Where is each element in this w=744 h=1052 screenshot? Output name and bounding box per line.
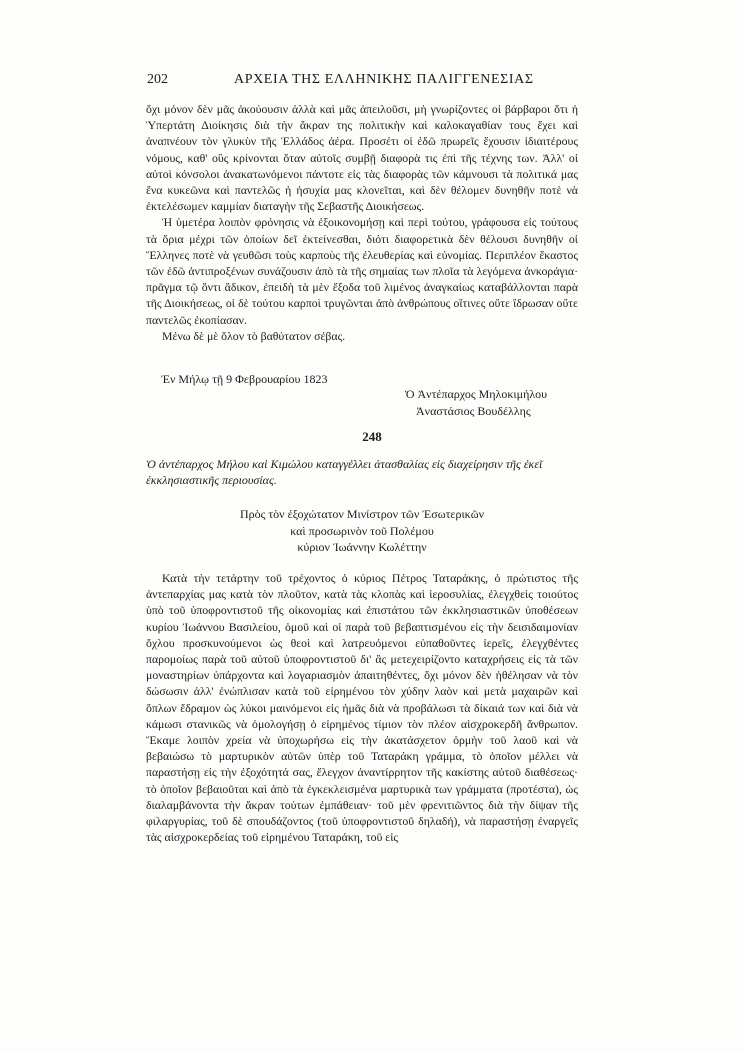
running-title: ΑΡΧΕΙΑ ΤΗΣ ΕΛΛΗΝΙΚΗΣ ΠΑΛΙΓΓΕΝΕΣΙΑΣ xyxy=(234,72,534,87)
addressee-line: Πρὸς τὸν ἐξοχώτατον Μινίστρον τῶν Ἐσωτερικῶν xyxy=(239,507,485,521)
addressee-block xyxy=(146,506,578,556)
letter-247-body xyxy=(146,101,578,344)
paragraph: Ἡ ὑμετέρα λοιπὸν φρόνησις νὰ ἐξοικονομήσῃ καὶ περὶ τούτου, γράφουσα εἰς τούτους τὰ ὅρια μέχρι τῶν ὁποίων δεῖ ἐκτείνεσθαι, διότι διαφορετικὰ δὲν θέλουσι δυνηθῆν οἱ Ἕλληνες ποτὲ νὰ γευθῶσι τοὺς καρποὺς τῆς ἐλευθερίας καὶ εὐνομίας. Περιπλέον ἕκαστος τῶν ἐδῶ ἀντιπροξένων συνάζουσιν ἀπὸ τὰ τῆς σημαίας των πλοῖα τὰ λεγόμενα ἀνκοράγια· πρᾶγμα τῷ ὄντι ἄδικον, ἐπειδὴ τὰ μὲν ἔξοδα τοῦ λιμένος ἀναγκαίως καταβάλλονται παρὰ τῆς Διοικήσεως, οἱ δὲ τούτου καρποὶ τρυγῶνται ἀπὸ ἀνθρώπους οἵτινες οὔτε ἵδρωσαν οὔτε παντελῶς ἐκοπίασαν. xyxy=(146,215,578,327)
place-date: Ἐν Μήλῳ τῇ 9 Φεβρουαρίου 1823 xyxy=(161,372,328,386)
document-summary: Ὁ ἀντέπαρχος Μήλου καὶ Κιμώλου καταγγέλλει ἀτασθαλίας εἰς διαχείρησιν τῆς ἐκεῖ ἐκκλησιαστικῆς περιουσίας. xyxy=(146,457,543,487)
paragraph: Κατὰ τὴν τετάρτην τοῦ τρέχοντος ὁ κύριος Πέτρος Ταταράκης, ὁ πρώτιστος τῆς ἀντεπαρχίας μας κατὰ τὸν πλοῦτον, κατὰ τὰς κλοπὰς καὶ ἱεροσυλίας, ἐλεγχθεὶς τοιούτος ὑπὸ τοῦ ὑποφροντιστοῦ τῆς οἰκονομίας καὶ ἐπιστάτου τῶν ἐκκλησιαστικῶν ὑποθέσεων κυρίου Ἰωάννου Βασιλείου, ὁμοῦ καὶ οἱ παρὰ τοῦ βεβαπτισμένου εἰς τὴν δεισιδαιμονίαν ὄχλου προσκυνούμενοι ὡς θεοὶ καὶ λατρευόμενοι εὐπαθοῦντες ἱερεῖς, ἐλεγχθέντες παρομοίως παρὰ τοῦ αὐτοῦ ὑποφροντιστοῦ δι' ἃς μετεχειρίζοντο καταχρήσεις εἰς τὰ τῶν μοναστηρίων ὑπάρχοντα καὶ λογαριασμὸν ἀπαιτηθέντες, ὄχι μόνον δὲν ἠθέλησαν νὰ τὸν δώσωσιν ἀλλ' ἐνώπλισαν κατὰ τοῦ εἰρημένου τὸν χύδην λαὸν καὶ μετὰ μαχαιρῶν καὶ ὅπλων ἔδραμον ὡς λύκοι μαινόμενοι εἰς ἡμᾶς διὰ νὰ προβάλωσι τὰ δίκαιά των καὶ διὰ νὰ κάμωσι στανικῶς νὰ ὁμολογήσῃ ὁ εἰρημένος τίμιον τὸν πλέον αἰσχροκερδῆ ἄνθρωπον. Ἔκαμε λοιπὸν χρεία νὰ ὑποχωρήσω εἰς τὴν ἀκατάσχετον ὁρμὴν τοῦ λαοῦ καὶ νὰ βεβαιώσω τὸ μαρτυρικὸν αὐτῶν ὑπὲρ τοῦ Ταταράκη γράμμα, τὸ ὁποῖον μέλλει νὰ παραστήσῃ εἰς τὴν ἐξοχότητά σας, ἔλεγχον ἀναντίρρητον τῆς κακίστης αὐτοῦ διαθέσεως· τὸ ὁποῖον βεβαιοῦται καὶ ἀπὸ τὰ ἐγκεκλεισμένα μαρτυρικὰ των γράμματα (προτέστα), ὡς διαλαμβάνοντα τὴν ἄκραν τούτων ἐμπάθειαν· τοῦ μὲν φρενιτιῶντος διὰ τὴν δίψαν τῆς φιλαργυρίας, τοῦ δὲ σπουδάζοντος (τοῦ ὑποφροντιστοῦ δηλαδή), νὰ παραστήσῃ ἐναργεῖς τὰς αἰσχροκερδείας τοῦ εἰρημένου Ταταράκη, τοῦ εἰς xyxy=(146,571,578,845)
addressee-line: καὶ προσωρινὸν τοῦ Πολέμου xyxy=(290,523,434,538)
signature-title: Ὁ Ἀντέπαρχος Μηλοκιμήλου xyxy=(405,387,548,401)
closing-line: Μένω δὲ μὲ ὅλον τὸ βαθύτατον σέβας. xyxy=(162,328,346,343)
signature-name: Ἀναστάσιος Βουδέλλης xyxy=(416,404,531,418)
page-number: 202 xyxy=(147,72,168,87)
paragraph: ὄχι μόνον δὲν μᾶς ἀκούουσιν ἀλλὰ καὶ μᾶς ἀπειλοῦσι, μὴ γνωρίζοντες οἱ βάρβαροι ὅτι ἡ Ὑπερτάτη Διοίκησις διὰ τὴν ἄκραν της πολιτικὴν καὶ καλοκαγαθίαν τους ἔχει καὶ ἀναπνέουν τὸν γλυκὺν τῆς Ἑλλάδος ἀέρα. Προσέτι οἱ ἐδῶ πρωρεῖς ἔχουσιν ἰδιαιτέρους νόμους, καθ' οὓς κρίνονται ὅταν αὐτοῖς συμβῇ διαφορὰ τις ἐπὶ τῆς τέχνης των. Ἀλλ' οἱ αὐτοὶ κόνσολοι ἀνακατωνόμενοι πάντοτε εἰς τὰς διαφορὰς τῶν κάμνουσι τὰ πολιτικά μας ἕνα κυκεῶνα καὶ παντελῶς ἡ ἡσυχία μας κλονεῖται, καὶ δὲν θέλομεν δυνηθῆν ποτὲ νὰ ἐκτελέσωμεν καμμίαν διαταγὴν τῆς Σεβαστῆς Διοικήσεως. xyxy=(146,102,578,214)
document-number: 248 xyxy=(362,429,382,444)
addressee-line: κύριον Ἰωάννην Κωλέττην xyxy=(297,540,427,554)
letter-248-body xyxy=(146,570,578,845)
page-header xyxy=(147,72,584,88)
